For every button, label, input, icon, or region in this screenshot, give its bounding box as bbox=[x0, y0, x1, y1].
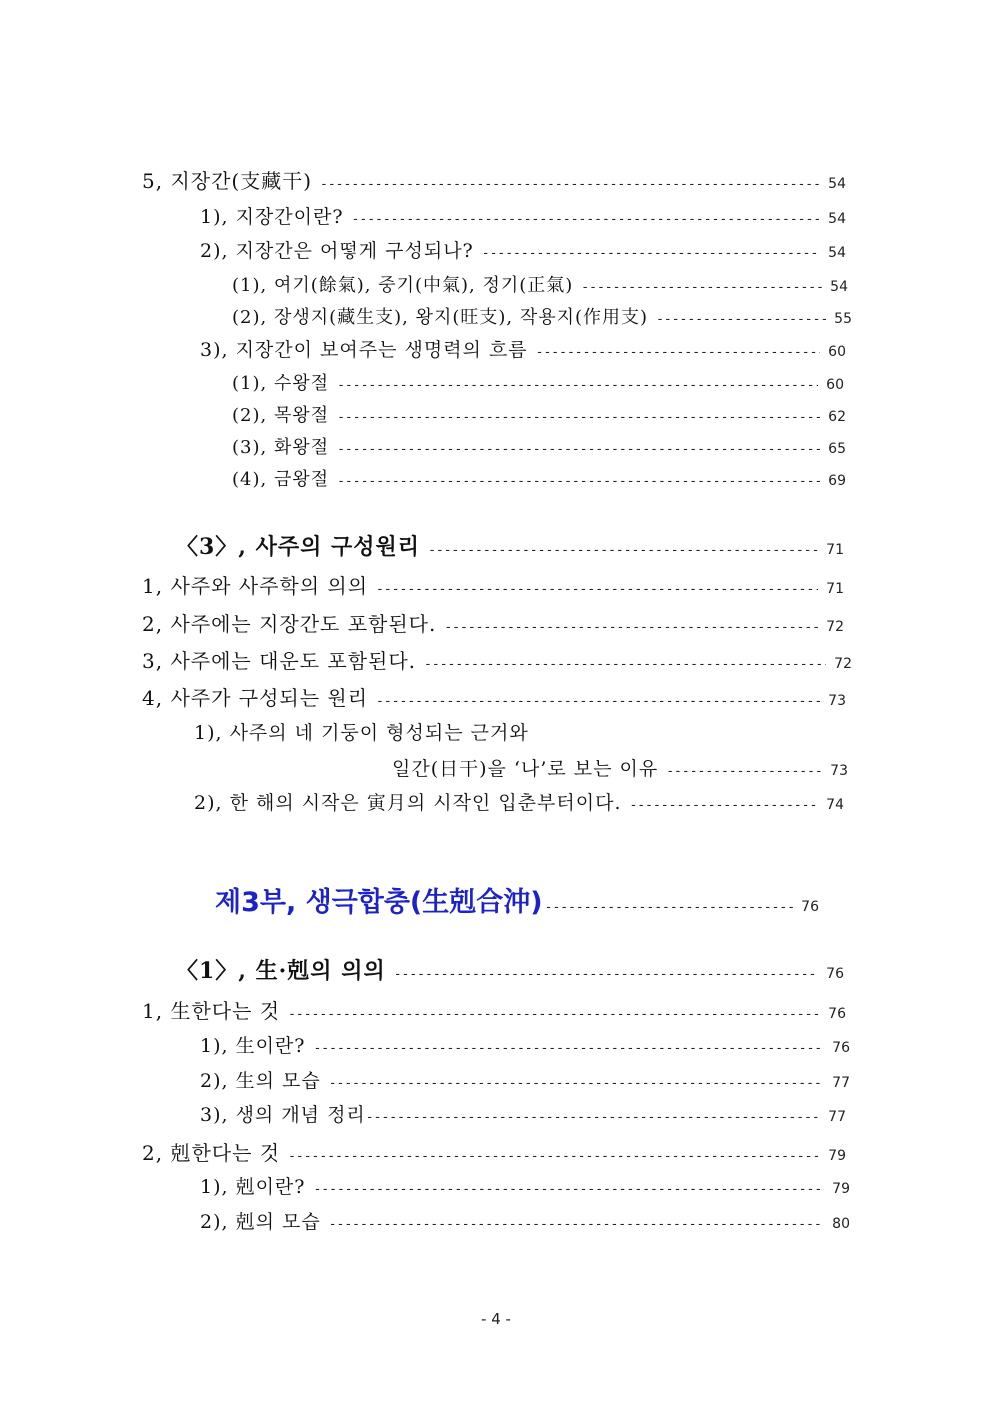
toc-entry-title: 3), 지장간이 보여주는 생명력의 흐름 bbox=[200, 339, 528, 361]
toc-page-number: 60 bbox=[828, 344, 846, 360]
toc-entry-title: (2), 목왕절 bbox=[232, 405, 330, 426]
toc-leader-dashes bbox=[482, 246, 820, 261]
toc-leader-dashes bbox=[288, 1007, 820, 1022]
toc-leader-dashes bbox=[545, 900, 794, 915]
section-title: 〈3〉, 사주의 구성원리 bbox=[176, 534, 421, 560]
toc-entry bbox=[142, 995, 846, 1024]
toc-page-number: 76 bbox=[826, 966, 844, 982]
toc-leader-dashes bbox=[394, 967, 818, 982]
toc-leader-dashes bbox=[329, 1076, 824, 1091]
part-title: 제3부, 생극합충(生剋合沖) bbox=[215, 887, 543, 918]
toc-entry-title: (1), 수왕절 bbox=[232, 373, 330, 394]
toc-leader-dashes bbox=[666, 764, 822, 779]
toc-entry bbox=[142, 1137, 846, 1166]
toc-entry-title: (2), 장생지(藏生支), 왕지(旺支), 작용지(作用支) bbox=[232, 307, 649, 328]
toc-leader-dashes bbox=[320, 177, 820, 192]
toc-page-number: 71 bbox=[826, 542, 844, 558]
toc-entry bbox=[232, 433, 846, 459]
toc-entry bbox=[142, 165, 846, 194]
toc-leader-dashes bbox=[581, 280, 822, 295]
toc-page-number: 76 bbox=[828, 1006, 846, 1022]
section-heading bbox=[176, 530, 844, 561]
toc-entry bbox=[232, 271, 848, 297]
toc-page-number: 73 bbox=[830, 763, 848, 779]
toc-leader-dashes bbox=[313, 1041, 824, 1056]
toc-page-number: 76 bbox=[832, 1040, 850, 1056]
toc-entry-title: 1, 生한다는 것 bbox=[142, 999, 281, 1023]
toc-leader-dashes bbox=[288, 1149, 820, 1164]
toc-entry bbox=[200, 1100, 846, 1127]
toc-entry-title: 1), 지장간이란? bbox=[200, 206, 344, 228]
toc-entry-title: 3), 생의 개념 정리 bbox=[200, 1104, 366, 1126]
toc-leader-dashes bbox=[424, 657, 826, 672]
toc-page-number: 71 bbox=[826, 581, 844, 597]
toc-entry-title: 3, 사주에는 대운도 포함된다. bbox=[142, 649, 417, 673]
toc-page-number: 77 bbox=[832, 1075, 850, 1091]
toc-page-number: 69 bbox=[828, 473, 846, 489]
toc-entry bbox=[194, 788, 844, 815]
toc-leader-dashes bbox=[337, 442, 820, 457]
toc-leader-dashes bbox=[366, 1110, 820, 1125]
toc-entry bbox=[200, 1031, 850, 1058]
toc-page-number: 76 bbox=[801, 899, 819, 915]
toc-leader-dashes bbox=[428, 543, 818, 558]
toc-page-number: 79 bbox=[828, 1148, 846, 1164]
toc-entry-title: 일간(日干)을 ‘나’로 보는 이유 bbox=[392, 758, 659, 780]
toc-leader-dashes bbox=[629, 798, 818, 813]
toc-leader-dashes bbox=[337, 410, 820, 425]
toc-leader-dashes bbox=[313, 1182, 824, 1197]
section-heading bbox=[176, 954, 844, 985]
page-number-footer: - 4 - bbox=[481, 1310, 511, 1328]
toc-entry bbox=[200, 335, 846, 362]
toc-leader-dashes bbox=[376, 582, 818, 597]
toc-page-number: 77 bbox=[828, 1109, 846, 1125]
toc-leader-dashes bbox=[536, 345, 821, 360]
toc-leader-dashes bbox=[444, 620, 818, 635]
toc-entry-title: 2, 사주에는 지장간도 포함된다. bbox=[142, 612, 437, 636]
toc-entry bbox=[232, 465, 846, 491]
toc-page-number: 62 bbox=[828, 409, 846, 425]
toc-entry-title: 2, 剋한다는 것 bbox=[142, 1141, 281, 1165]
toc-entry-title: (1), 여기(餘氣), 중기(中氣), 정기(正氣) bbox=[232, 275, 574, 296]
toc-entry-title: (4), 금왕절 bbox=[232, 469, 330, 490]
toc-entry-title: 2), 生의 모습 bbox=[200, 1070, 321, 1092]
toc-entry-title: 2), 剋의 모습 bbox=[200, 1211, 321, 1233]
toc-entry bbox=[232, 303, 852, 329]
toc-page-number: 72 bbox=[826, 619, 844, 635]
toc-entry bbox=[142, 645, 852, 674]
toc-entry bbox=[142, 570, 844, 599]
toc-leader-dashes bbox=[337, 474, 820, 489]
toc-page-number: 54 bbox=[828, 245, 846, 261]
toc-page-number: 60 bbox=[826, 377, 844, 393]
toc-page-number: 55 bbox=[834, 311, 852, 327]
toc-entry-title: 2), 한 해의 시작은 寅月의 시작인 입춘부터이다. bbox=[194, 792, 622, 814]
toc-leader-dashes bbox=[376, 694, 820, 709]
toc-entry bbox=[142, 608, 844, 637]
toc-page-number: 79 bbox=[832, 1181, 850, 1197]
toc-entry-title: 1, 사주와 사주학의 의의 bbox=[142, 574, 369, 598]
toc-entry bbox=[200, 236, 846, 263]
toc-entry bbox=[232, 369, 844, 395]
toc-entry bbox=[200, 1207, 850, 1234]
toc-entry bbox=[232, 401, 846, 427]
toc-page-number: 54 bbox=[830, 279, 848, 295]
toc-entry-title: 1), 生이란? bbox=[200, 1035, 306, 1057]
toc-leader-dashes bbox=[656, 312, 826, 327]
toc-entry bbox=[200, 202, 846, 229]
toc-entry-title-line1: 1), 사주의 네 기둥이 형성되는 근거와 bbox=[194, 722, 529, 744]
toc-entry bbox=[392, 754, 848, 781]
toc-entry bbox=[142, 682, 846, 711]
toc-entry-title: 5, 지장간(支藏干) bbox=[142, 169, 313, 193]
toc-leader-dashes bbox=[352, 212, 821, 227]
part-heading bbox=[215, 880, 819, 919]
toc-entry bbox=[200, 1172, 850, 1199]
toc-page-number: 80 bbox=[832, 1216, 850, 1232]
toc-page-number: 54 bbox=[828, 176, 846, 192]
toc-page-number: 72 bbox=[834, 656, 852, 672]
toc-page-number: 74 bbox=[826, 797, 844, 813]
toc-page-number: 54 bbox=[828, 211, 846, 227]
toc-entry-title: (3), 화왕절 bbox=[232, 437, 330, 458]
toc-leader-dashes bbox=[337, 378, 818, 393]
toc-page-number: 65 bbox=[828, 441, 846, 457]
section-title: 〈1〉, 生·剋의 의의 bbox=[176, 958, 386, 984]
toc-entry-title: 1), 剋이란? bbox=[200, 1176, 306, 1198]
toc-entry-title: 4, 사주가 구성되는 원리 bbox=[142, 686, 369, 710]
toc-leader-dashes bbox=[329, 1217, 824, 1232]
toc-entry-title: 2), 지장간은 어떻게 구성되나? bbox=[200, 240, 474, 262]
toc-entry bbox=[200, 1066, 850, 1093]
toc-page-number: 73 bbox=[828, 693, 846, 709]
